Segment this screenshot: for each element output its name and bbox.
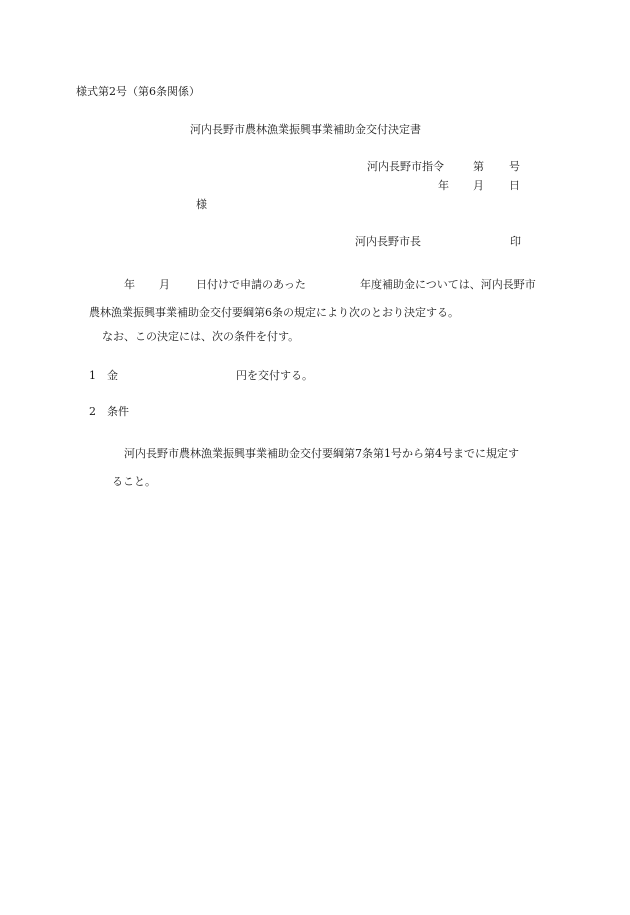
- body-line-3: なお、この決定には、次の条件を付す。: [102, 330, 300, 343]
- body-fiscal-text: 年度補助金については、河内長野市: [360, 278, 536, 291]
- addressee-suffix: 様: [196, 198, 207, 211]
- condition-line-2: ること。: [112, 475, 156, 488]
- item-2-label: 条件: [107, 405, 129, 418]
- item-1-label: 金: [107, 369, 118, 382]
- item-1-number: 1: [89, 369, 96, 382]
- body-line-2: 農林漁業振興事業補助金交付要綱第6条の規定により次のとおり決定する。: [89, 306, 459, 319]
- date-month: 月: [473, 179, 484, 192]
- directive-dai: 第: [473, 160, 484, 173]
- issuer-name: 河内長野市長: [355, 235, 421, 248]
- condition-line-1: 河内長野市農林漁業振興事業補助金交付要綱第7条第1号から第4号までに規定す: [124, 447, 519, 460]
- directive-go: 号: [509, 160, 520, 173]
- item-1-value: 円を交付する。: [236, 369, 313, 382]
- body-month: 月: [159, 278, 170, 291]
- date-year: 年: [438, 179, 449, 192]
- form-number: 様式第2号（第6条関係）: [76, 85, 200, 98]
- date-day: 日: [509, 179, 520, 192]
- issuer-seal: 印: [510, 235, 521, 248]
- body-year: 年: [124, 278, 135, 291]
- directive-label: 河内長野市指令: [367, 160, 444, 173]
- body-date-text: 日付けで申請のあった: [196, 278, 306, 291]
- document-title: 河内長野市農林漁業振興事業補助金交付決定書: [190, 123, 421, 136]
- item-2-number: 2: [89, 405, 96, 418]
